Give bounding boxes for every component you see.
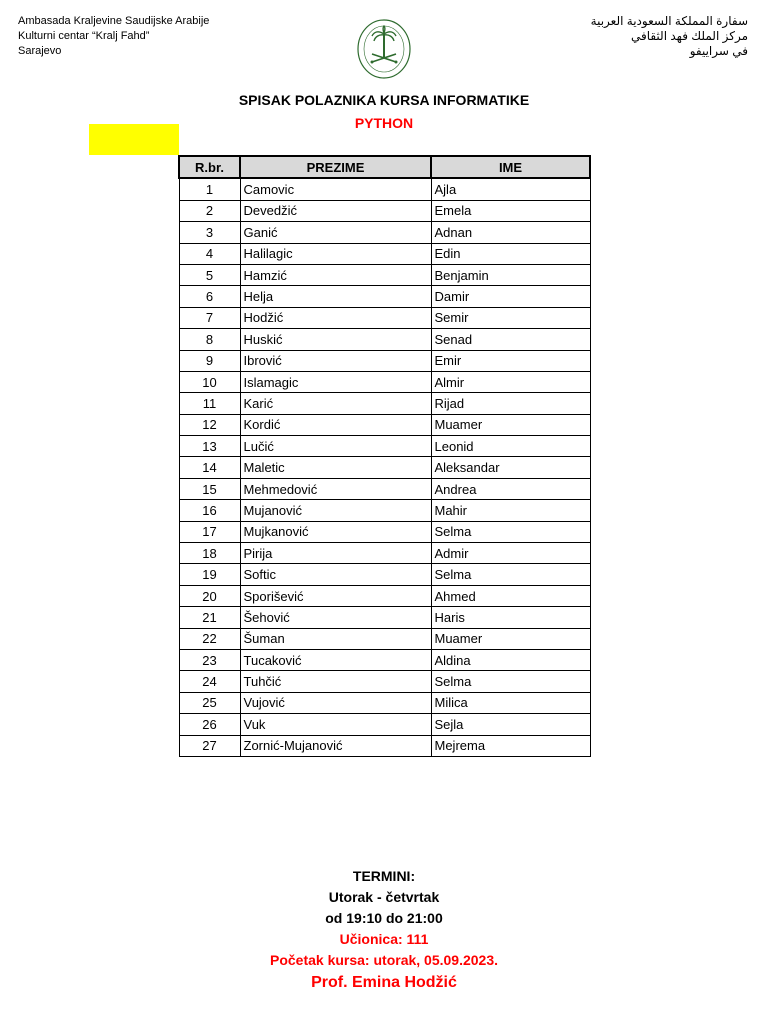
row-name: Sejla bbox=[431, 714, 590, 735]
row-name: Selma bbox=[431, 521, 590, 542]
column-header-number: R.br. bbox=[179, 156, 240, 178]
row-surname: Tucaković bbox=[240, 649, 431, 670]
row-name: Selma bbox=[431, 564, 590, 585]
row-name: Muamer bbox=[431, 414, 590, 435]
row-name: Adnan bbox=[431, 222, 590, 243]
table-row bbox=[179, 222, 590, 243]
table-row bbox=[179, 200, 590, 221]
table-row bbox=[179, 178, 590, 200]
row-name: Senad bbox=[431, 329, 590, 350]
row-number: 5 bbox=[179, 264, 240, 285]
row-name: Ahmed bbox=[431, 585, 590, 606]
row-name: Aleksandar bbox=[431, 457, 590, 478]
row-surname: Šuman bbox=[240, 628, 431, 649]
row-surname: Halilagic bbox=[240, 243, 431, 264]
row-surname: Lučić bbox=[240, 436, 431, 457]
header-left-line: Sarajevo bbox=[18, 45, 62, 57]
row-surname: Ganić bbox=[240, 222, 431, 243]
header-left-line: Ambasada Kraljevine Saudijske Arabije bbox=[18, 15, 210, 27]
row-number: 1 bbox=[179, 178, 240, 200]
row-number: 7 bbox=[179, 307, 240, 328]
header-right-line: في سراييفو bbox=[689, 44, 748, 58]
table-row bbox=[179, 714, 590, 735]
table-row bbox=[179, 307, 590, 328]
row-number: 10 bbox=[179, 371, 240, 392]
row-name: Damir bbox=[431, 286, 590, 307]
row-surname: Pirija bbox=[240, 543, 431, 564]
row-surname: Karić bbox=[240, 393, 431, 414]
row-name: Ajla bbox=[431, 178, 590, 200]
table-row bbox=[179, 585, 590, 606]
row-name: Andrea bbox=[431, 478, 590, 499]
row-number: 16 bbox=[179, 500, 240, 521]
table-row bbox=[179, 436, 590, 457]
row-number: 3 bbox=[179, 222, 240, 243]
row-name: Selma bbox=[431, 671, 590, 692]
row-name: Admir bbox=[431, 543, 590, 564]
row-surname: Kordić bbox=[240, 414, 431, 435]
row-surname: Mujkanović bbox=[240, 521, 431, 542]
table-row bbox=[179, 264, 590, 285]
row-name: Edin bbox=[431, 243, 590, 264]
row-surname: Vuk bbox=[240, 714, 431, 735]
table-row bbox=[179, 628, 590, 649]
table-row bbox=[179, 286, 590, 307]
row-name: Mahir bbox=[431, 500, 590, 521]
row-name: Rijad bbox=[431, 393, 590, 414]
row-surname: Islamagic bbox=[240, 371, 431, 392]
schedule-block bbox=[0, 866, 768, 995]
row-number: 17 bbox=[179, 521, 240, 542]
course-subtitle: PYTHON bbox=[354, 115, 414, 131]
table-row bbox=[179, 243, 590, 264]
page-title: SPISAK POLAZNIKA KURSA INFORMATIKE bbox=[238, 92, 530, 108]
row-name: Almir bbox=[431, 371, 590, 392]
schedule-time: od 19:10 do 21:00 bbox=[325, 910, 443, 926]
schedule-classroom: Učionica: 111 bbox=[339, 931, 429, 947]
row-name: Haris bbox=[431, 607, 590, 628]
row-surname: Maletic bbox=[240, 457, 431, 478]
row-name: Benjamin bbox=[431, 264, 590, 285]
row-surname: Mehmedović bbox=[240, 478, 431, 499]
row-surname: Mujanović bbox=[240, 500, 431, 521]
row-number: 21 bbox=[179, 607, 240, 628]
schedule-start-date: Početak kursa: utorak, 05.09.2023. bbox=[269, 952, 499, 968]
header-left bbox=[18, 14, 209, 59]
row-surname: Softic bbox=[240, 564, 431, 585]
saudi-emblem-icon bbox=[348, 18, 420, 80]
table-row bbox=[179, 478, 590, 499]
schedule-days: Utorak - četvrtak bbox=[328, 889, 440, 905]
header-left-line: Kulturni centar “Kralj Fahd” bbox=[18, 30, 150, 42]
schedule-professor: Prof. Emina Hodžić bbox=[311, 974, 457, 991]
row-name: Muamer bbox=[431, 628, 590, 649]
row-surname: Camovic bbox=[240, 178, 431, 200]
table-header-row bbox=[179, 156, 590, 178]
table-row bbox=[179, 649, 590, 670]
header-right bbox=[591, 14, 748, 59]
row-name: Milica bbox=[431, 692, 590, 713]
row-name: Emir bbox=[431, 350, 590, 371]
row-surname: Ibrović bbox=[240, 350, 431, 371]
schedule-heading: TERMINI: bbox=[352, 868, 416, 884]
row-name: Aldina bbox=[431, 649, 590, 670]
column-header-name: IME bbox=[431, 156, 590, 178]
row-surname: Tuhčić bbox=[240, 671, 431, 692]
table-row bbox=[179, 543, 590, 564]
row-number: 18 bbox=[179, 543, 240, 564]
row-number: 2 bbox=[179, 200, 240, 221]
row-number: 15 bbox=[179, 478, 240, 499]
table-row bbox=[179, 457, 590, 478]
row-number: 19 bbox=[179, 564, 240, 585]
row-number: 8 bbox=[179, 329, 240, 350]
row-name: Leonid bbox=[431, 436, 590, 457]
row-name: Emela bbox=[431, 200, 590, 221]
table-row bbox=[179, 692, 590, 713]
row-surname: Hodžić bbox=[240, 307, 431, 328]
row-number: 23 bbox=[179, 649, 240, 670]
table-row bbox=[179, 564, 590, 585]
row-surname: Zornić-Mujanović bbox=[240, 735, 431, 756]
table-row bbox=[179, 735, 590, 756]
row-number: 12 bbox=[179, 414, 240, 435]
row-number: 6 bbox=[179, 286, 240, 307]
row-surname: Helja bbox=[240, 286, 431, 307]
table-row bbox=[179, 393, 590, 414]
table-row bbox=[179, 414, 590, 435]
row-number: 25 bbox=[179, 692, 240, 713]
header-right-line: سفارة المملكة السعودية العربية bbox=[590, 14, 748, 28]
table-row bbox=[179, 521, 590, 542]
table-row bbox=[179, 500, 590, 521]
row-number: 4 bbox=[179, 243, 240, 264]
row-number: 27 bbox=[179, 735, 240, 756]
row-surname: Devedžić bbox=[240, 200, 431, 221]
row-surname: Šehović bbox=[240, 607, 431, 628]
roster-table bbox=[178, 155, 591, 757]
row-number: 20 bbox=[179, 585, 240, 606]
header-right-line: مركز الملك فهد الثقافي bbox=[630, 29, 748, 43]
column-header-surname: PREZIME bbox=[240, 156, 431, 178]
row-surname: Vujović bbox=[240, 692, 431, 713]
row-number: 14 bbox=[179, 457, 240, 478]
table-row bbox=[179, 671, 590, 692]
row-name: Mejrema bbox=[431, 735, 590, 756]
table-row bbox=[179, 329, 590, 350]
row-name: Semir bbox=[431, 307, 590, 328]
row-number: 13 bbox=[179, 436, 240, 457]
highlight-mark bbox=[89, 124, 179, 155]
row-surname: Sporišević bbox=[240, 585, 431, 606]
row-surname: Hamzić bbox=[240, 264, 431, 285]
row-number: 24 bbox=[179, 671, 240, 692]
table-row bbox=[179, 371, 590, 392]
row-number: 22 bbox=[179, 628, 240, 649]
table-row bbox=[179, 607, 590, 628]
row-number: 26 bbox=[179, 714, 240, 735]
table-row bbox=[179, 350, 590, 371]
row-surname: Huskić bbox=[240, 329, 431, 350]
row-number: 11 bbox=[179, 393, 240, 414]
row-number: 9 bbox=[179, 350, 240, 371]
